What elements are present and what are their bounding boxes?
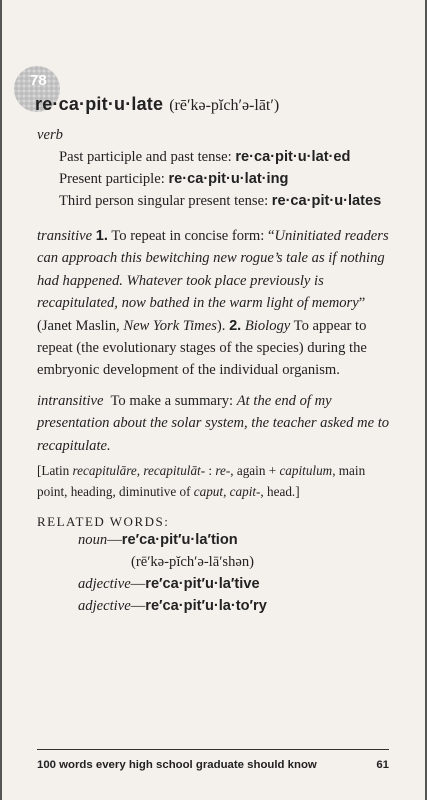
inflection-form: re·ca·pit·u·lat·ing <box>168 171 289 187</box>
intransitive-example: At the end of my presentation about the solar system, the teacher asked me to recapitulate. <box>37 393 390 454</box>
etymology-text: , main point, heading, diminutive of <box>37 463 366 499</box>
related-word-adjective <box>78 598 267 615</box>
footer-divider <box>37 749 389 750</box>
field-label: Biology <box>244 317 291 334</box>
transitive-label: transitive <box>37 228 93 244</box>
inflection-present <box>59 171 288 188</box>
part-of-speech: verb <box>37 127 63 143</box>
related-pronunciation: (rē′kə-pĭch′ə-lā′shən) <box>131 554 255 570</box>
transitive-definition <box>37 225 393 382</box>
inflection-label: Present participle: <box>59 171 165 187</box>
related-pos: adjective <box>78 576 131 592</box>
etymology-word: re- <box>215 463 231 478</box>
example-quote: Uninitiated readers can approach this bewitching new rogue’s tale as if nothing had happened. Whatever took place previously is recapitulated, now bathed in the warm light of memory <box>37 228 389 312</box>
definition-1: To repeat in concise form: “ <box>107 228 275 244</box>
related-word: re′ca·pit′u·la′tion <box>121 532 238 548</box>
pronunciation: (rē′kə-pĭch′ə-lāt′) <box>169 97 280 114</box>
citation-open: ” (Janet Maslin, <box>37 295 366 334</box>
related-dash: — <box>130 576 146 592</box>
definition-2: To appear to repeat (the evolutionary stages of the species) during the embryonic development of the individual organism. <box>37 317 367 379</box>
related-dash: — <box>107 532 122 548</box>
related-word-noun <box>78 532 238 549</box>
intransitive-def: To make a summary: <box>110 393 237 409</box>
inflection-label: Past participle and past tense: <box>59 149 232 165</box>
intransitive-definition <box>37 390 393 457</box>
inflection-third-person <box>59 193 381 210</box>
book-title: 100 words every high school graduate should know <box>37 759 317 771</box>
inflection-form: re·ca·pit·u·lates <box>271 193 382 209</box>
entry-number: 78 <box>30 72 47 89</box>
related-words-heading: RELATED WORDS: <box>37 514 170 529</box>
headword: re·ca·pit·u·late <box>35 94 164 114</box>
etymology-text: , head.] <box>260 484 300 499</box>
page-number: 61 <box>376 759 389 771</box>
etymology-word: recapitulāre, recapitulāt- <box>72 463 206 478</box>
etymology-word: caput, capit- <box>193 484 261 499</box>
etymology <box>37 460 393 502</box>
related-word: re′ca·pit′u·la′tive <box>145 576 260 592</box>
related-word: re′ca·pit′u·la·to′ry <box>145 598 267 614</box>
etymology-text: , again + <box>230 463 280 478</box>
citation-source: New York Times <box>123 317 217 334</box>
intransitive-label: intransitive <box>37 393 104 409</box>
citation-close: ). <box>216 317 230 334</box>
related-word-adjective <box>78 576 260 593</box>
related-dash: — <box>130 598 146 614</box>
related-pos: noun <box>78 532 108 548</box>
headword-line <box>35 94 279 115</box>
etymology-text: : <box>205 463 216 478</box>
page-footer <box>37 759 389 771</box>
related-pos: adjective <box>78 598 131 614</box>
inflection-form: re·ca·pit·u·lat·ed <box>235 149 351 165</box>
etymology-text: [Latin <box>37 463 73 478</box>
inflection-past <box>59 149 350 166</box>
sense-number-1: 1. <box>95 228 108 244</box>
sense-number-2: 2. <box>229 317 242 334</box>
etymology-word: capitulum <box>279 463 333 478</box>
inflection-label: Third person singular present tense: <box>59 193 269 209</box>
